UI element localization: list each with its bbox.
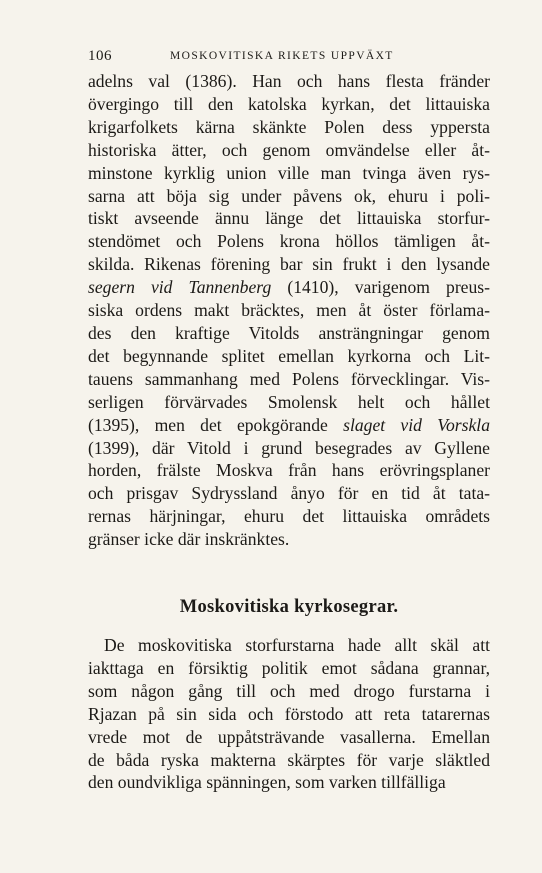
text-line [88, 726, 490, 749]
section-heading: Moskovitiska kyrkosegrar. [179, 597, 399, 618]
text-line [88, 771, 490, 794]
text-segment: tauens sammanhang med Polens förvecklingar. Vis- [88, 368, 490, 389]
running-header [88, 48, 490, 70]
text-segment: gränser icke där inskränktes. [88, 529, 290, 550]
text-segment: iakttaga en försiktig politik emot sådana grannar, [88, 657, 490, 678]
text-segment: des den kraftige Vitolds ansträngningar genom [88, 322, 490, 343]
text-segment: minstone kyrklig union ville man tvinga även rys- [88, 162, 490, 183]
text-line [88, 93, 490, 116]
text-segment: som någon gång till och med drogo furstarna i [88, 680, 490, 701]
page-number: 106 [88, 48, 112, 64]
text-segment: tiskt avseende ännu länge det littauiska storfur- [88, 208, 490, 229]
text-line [88, 680, 490, 703]
text-line [88, 116, 490, 139]
text-segment: och prisgav Sydryssland ånyo för en tid åt tata- [88, 483, 490, 504]
text-segment: övergingo till den katolska kyrkan, det littauiska [88, 93, 490, 114]
text-segment: historiska ätter, och genom omvändelse eller åt- [88, 139, 490, 160]
text-segment: skilda. Rikenas förening bar sin frukt i den lysande [88, 254, 490, 275]
text-segment: serligen förvärvades Smolensk helt och hållet [88, 391, 490, 412]
text-segment: de båda ryska makterna skärptes för varje släktled [88, 749, 490, 770]
text-line [88, 749, 490, 772]
paragraph-body [88, 634, 490, 794]
text-line [88, 207, 490, 230]
text-segment: adelns val (1386). Han och hans flesta fränder [88, 71, 490, 91]
text-line [88, 414, 490, 437]
text-line [88, 185, 490, 208]
text-segment: (1395), men det epokgörande [88, 414, 344, 435]
text-line [88, 482, 490, 505]
text-segment: (1399), där Vitold i grund besegrades av Gyllene [88, 437, 490, 458]
text-line [88, 139, 490, 162]
text-line [88, 437, 490, 460]
text-line [88, 459, 490, 482]
text-segment: siska ordens makt bräcktes, men åt öster förlama- [88, 300, 490, 321]
text-line [88, 322, 490, 345]
text-line [88, 657, 490, 680]
text-segment: horden, frälste Moskva från hans erövringsplaner [88, 460, 490, 481]
text-line [88, 299, 490, 322]
text-line [88, 345, 490, 368]
text-segment: De moskovitiska storfurstarna hade allt skäl att [104, 635, 490, 656]
book-page [88, 48, 490, 794]
text-line [88, 70, 490, 93]
text-line [88, 505, 490, 528]
italic-text: segern vid Tannenberg [88, 277, 272, 298]
text-segment: stendömet och Polens krona höllos tämligen åt- [88, 231, 490, 252]
text-segment: krigarfolkets kärna skänkte Polen dess yppersta [88, 116, 490, 137]
text-line [88, 162, 490, 185]
running-title: MOSKOVITISKA RIKETS UPPVÄXT [170, 50, 394, 62]
text-segment: den oundvikliga spänningen, som varken tillfälliga [88, 772, 446, 793]
text-segment: rernas härjningar, ehuru det littauiska områdets [88, 506, 490, 527]
text-line [88, 368, 490, 391]
text-segment: sarna att böja sig under påvens ok, ehuru i poli- [88, 185, 490, 206]
text-line [88, 276, 490, 299]
text-line [88, 230, 490, 253]
italic-text: slaget vid Vorskla [343, 414, 490, 435]
text-line [88, 528, 490, 551]
text-segment: Rjazan på sin sida och förstodo att reta tatarernas [88, 703, 490, 724]
text-segment: (1410), varigenom preus- [271, 277, 490, 298]
text-line [88, 253, 490, 276]
text-segment: det begynnande splitet emellan kyrkorna och Lit- [88, 345, 490, 366]
text-line [88, 634, 490, 657]
text-line [88, 703, 490, 726]
text-line [88, 391, 490, 414]
paragraph-body [88, 70, 490, 551]
text-segment: vrede mot de uppåtsträvande vasallerna. Emellan [88, 726, 490, 747]
